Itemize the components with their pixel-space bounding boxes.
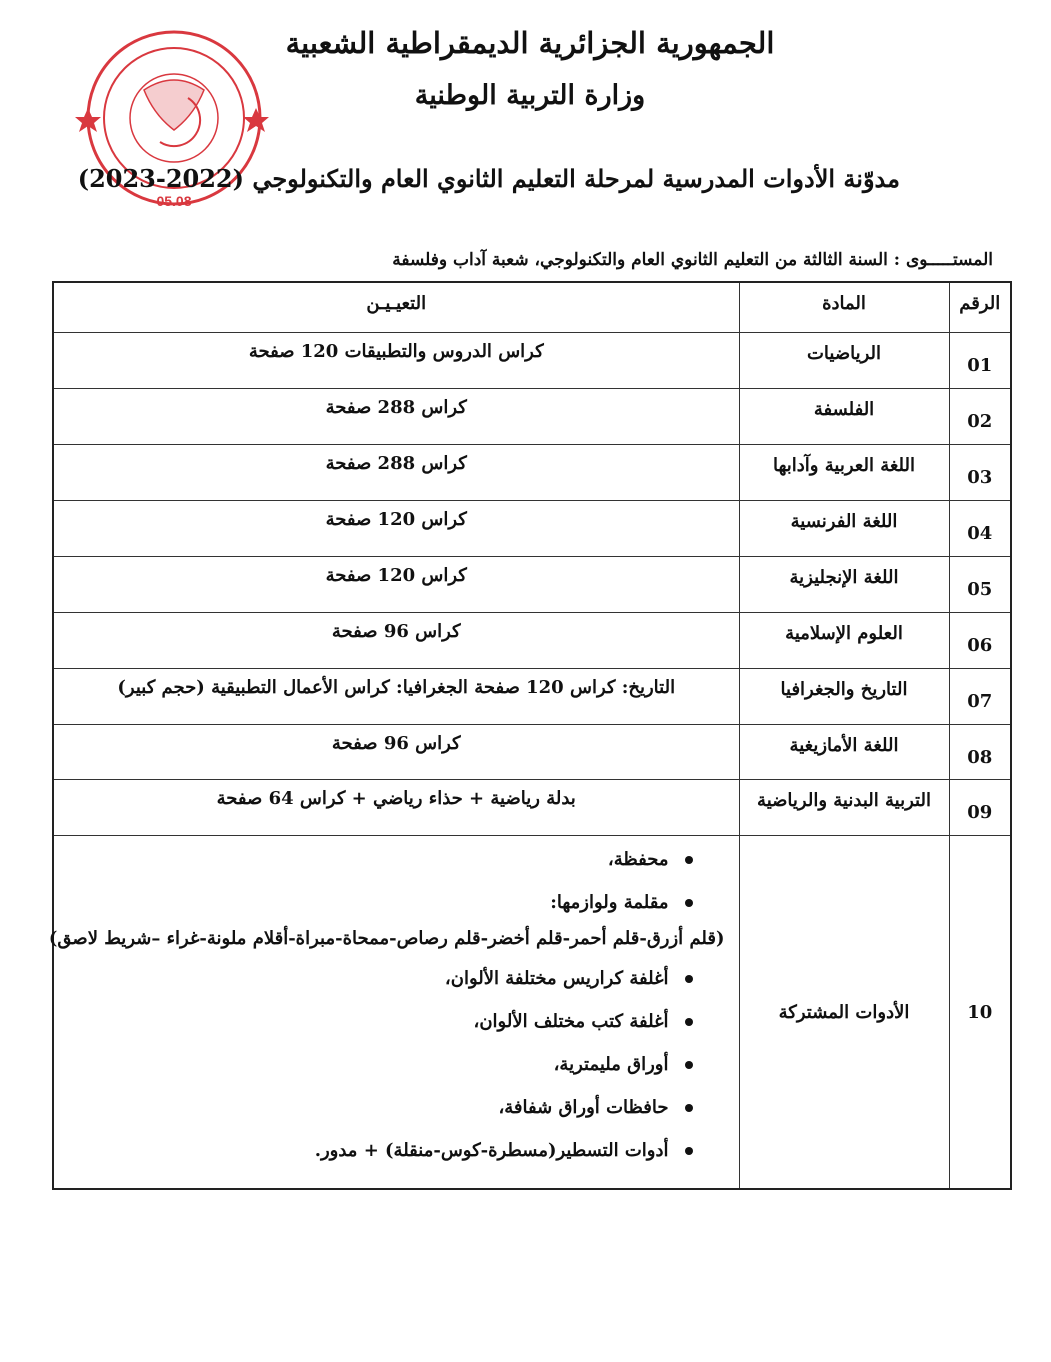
table-row bbox=[53, 556, 1011, 612]
header-subject: المادة bbox=[739, 282, 949, 333]
star-icon bbox=[243, 108, 269, 132]
header-number: الرقم bbox=[949, 282, 1011, 333]
row-number: 04 bbox=[949, 500, 1011, 556]
row-subject: التربية البدنية والرياضية bbox=[739, 780, 949, 836]
row-number: 07 bbox=[949, 668, 1011, 724]
row-number: 09 bbox=[949, 780, 1011, 836]
list-item: مقلمة ولوازمها: bbox=[64, 891, 693, 915]
table-row bbox=[53, 389, 1011, 445]
row-number: 10 bbox=[949, 836, 1011, 1189]
header-designation: التعيـيـن bbox=[53, 282, 739, 333]
list-item: محفظة، bbox=[64, 848, 693, 872]
table-row bbox=[53, 612, 1011, 668]
document-title: مدوّنة الأدوات المدرسية لمرحلة التعليم الثانوي العام والتكنولوجي (2022-2023) bbox=[77, 164, 900, 193]
bullet-icon bbox=[685, 1018, 693, 1026]
row-subject: الأدوات المشتركة bbox=[739, 836, 949, 1189]
common-supplies-list bbox=[54, 848, 739, 915]
row-designation: كراس الدروس والتطبيقات 120 صفحة bbox=[53, 333, 739, 389]
table-row bbox=[53, 780, 1011, 836]
list-item: حافظات أوراق شفافة، bbox=[64, 1096, 693, 1120]
row-number: 02 bbox=[949, 389, 1011, 445]
row-subject: اللغة الأمازيغية bbox=[739, 724, 949, 780]
list-item: أغلفة كراريس مختلفة الألوان، bbox=[64, 967, 693, 991]
row-designation: كراس 288 صفحة bbox=[53, 445, 739, 501]
list-item: أغلفة كتب مختلف الألوان، bbox=[64, 1010, 693, 1034]
row-subject: اللغة العربية وآدابها bbox=[739, 445, 949, 501]
table-row bbox=[53, 668, 1011, 724]
row-designation: بدلة رياضية + حذاء رياضي + كراس 64 صفحة bbox=[53, 780, 739, 836]
bullet-icon bbox=[685, 1147, 693, 1155]
row-number: 05 bbox=[949, 556, 1011, 612]
row-designation: التاريخ: كراس 120 صفحة الجغرافيا: كراس الأعمال التطبيقية (حجم كبير) bbox=[53, 668, 739, 724]
table-row bbox=[53, 500, 1011, 556]
stamp-date: 05.08 bbox=[156, 193, 192, 209]
list-item: أوراق مليمترية، bbox=[64, 1053, 693, 1077]
bullet-icon bbox=[685, 1104, 693, 1112]
bullet-icon bbox=[685, 856, 693, 864]
table-row bbox=[53, 724, 1011, 780]
row-designation: كراس 96 صفحة bbox=[53, 724, 739, 780]
row-designation: كراس 120 صفحة bbox=[53, 556, 739, 612]
row-subject: اللغة الإنجليزية bbox=[739, 556, 949, 612]
row-subject: الرياضيات bbox=[739, 333, 949, 389]
table-header-row bbox=[53, 282, 1011, 333]
row-number: 06 bbox=[949, 612, 1011, 668]
table-row bbox=[53, 333, 1011, 389]
row-subject: الفلسفة bbox=[739, 389, 949, 445]
bullet-icon bbox=[685, 975, 693, 983]
common-supplies-cell bbox=[48, 836, 739, 1189]
table-row bbox=[53, 445, 1011, 501]
row-designation: كراس 288 صفحة bbox=[53, 389, 739, 445]
row-subject: اللغة الفرنسية bbox=[739, 500, 949, 556]
level-line: المستـــــوى : السنة الثالثة من التعليم الثانوي العام والتكنولوجي، شعبة آداب وفلسفة bbox=[392, 250, 993, 270]
row-subject: التاريخ والجغرافيا bbox=[739, 668, 949, 724]
republic-heading: الجمهورية الجزائرية الديمقراطية الشعبية bbox=[285, 26, 775, 60]
list-item: أدوات التسطير(مسطرة-كوس-منقلة) + مدور. bbox=[64, 1139, 693, 1163]
table-row-common bbox=[53, 836, 1011, 1189]
common-supplies-list-2 bbox=[54, 967, 739, 1163]
row-designation: كراس 96 صفحة bbox=[53, 612, 739, 668]
row-number: 01 bbox=[949, 333, 1011, 389]
ministry-heading: وزارة التربية الوطنية bbox=[414, 80, 646, 111]
row-number: 03 bbox=[949, 445, 1011, 501]
row-number: 08 bbox=[949, 724, 1011, 780]
supplies-table bbox=[48, 281, 1012, 1190]
row-subject: العلوم الإسلامية bbox=[739, 612, 949, 668]
pencil-case-contents: (قلم أزرق-قلم أحمر-قلم أخضر-قلم رصاص-ممحاة-مبراة-أقلام ملونة-غراء –شريط لاصق) bbox=[48, 928, 725, 950]
bullet-icon bbox=[685, 899, 693, 907]
row-designation: كراس 120 صفحة bbox=[53, 500, 739, 556]
bullet-icon bbox=[685, 1061, 693, 1069]
